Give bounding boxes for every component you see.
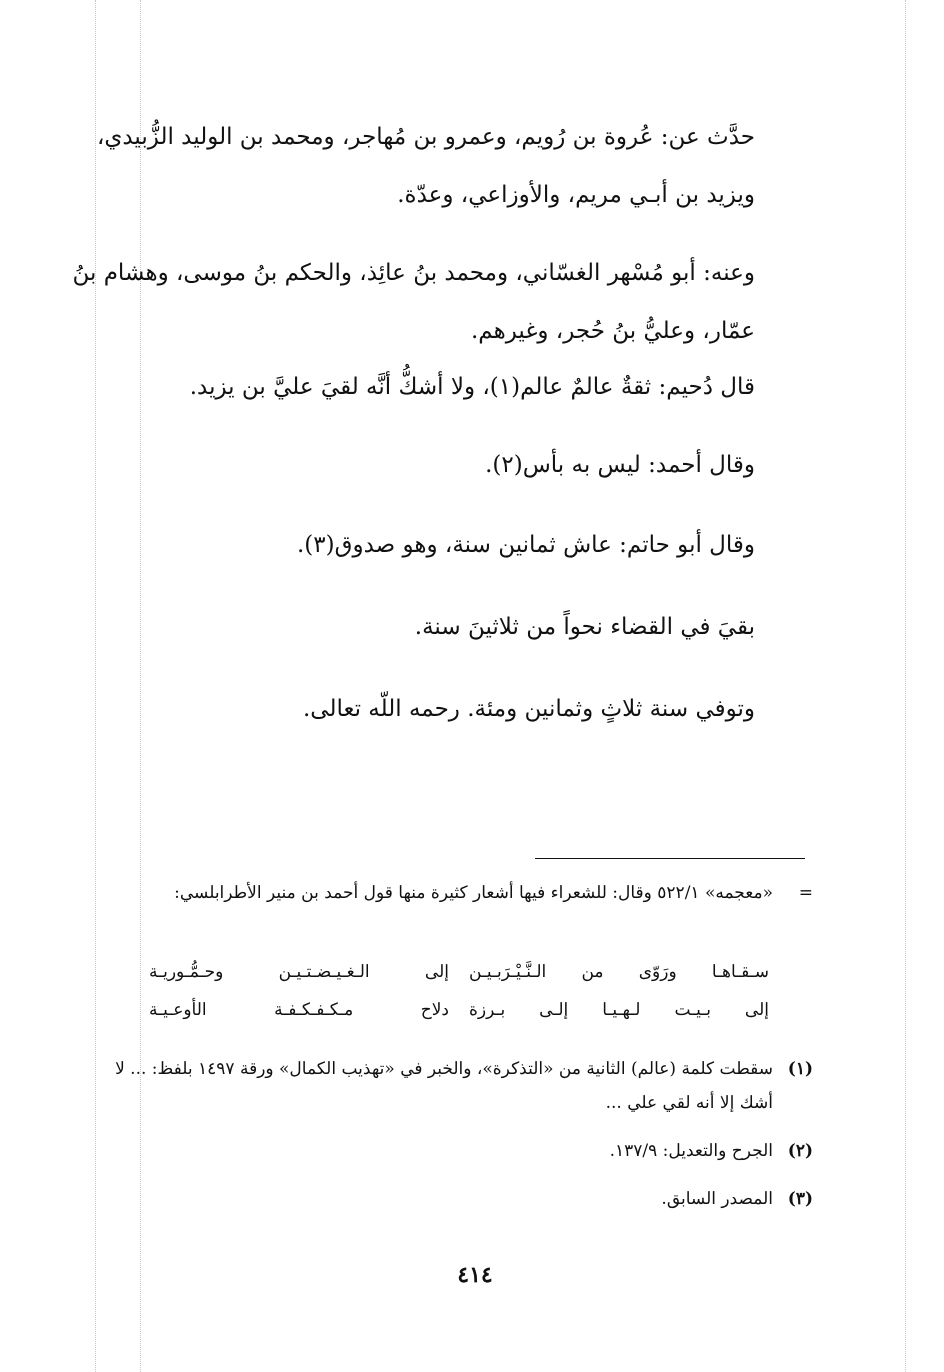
paragraph-abu-hatim-quote: وقال أبو حاتم: عاش ثمانين سنة، وهو صدوق(٣).: [297, 532, 755, 558]
paragraph-narrators-from-him: وعنه: أبو مُسْهر الغسّاني، ومحمد بنُ عائِذ، والحكم بنُ موسى، وهشام بنُ عمّار، وعليُّ بنُ حُجر، وغيرهم.: [72, 260, 755, 344]
footnote-number: (٢): [787, 1141, 813, 1161]
paragraph-ahmad-quote: وقال أحمد: ليس به بأس(٢).: [485, 452, 755, 478]
verse-hemistich-left: دلاح مـكـفـكـفـة الأوعـيـة: [149, 1000, 449, 1020]
paragraph-narrated-from: حدَّث عن: عُروة بن رُويم، وعمرو بن مُهاجر، ومحمد بن الوليد الزُّبيدي، ويزيد بن أبـي مريم، والأوزاعي، وعدّة.: [96, 124, 755, 208]
footnote-text: المصدر السابق.: [661, 1189, 773, 1209]
footnote-2: [108, 1134, 813, 1168]
page-number: ٤١٤: [457, 1262, 493, 1288]
footnote-continuation: [108, 876, 813, 910]
verse-line: [149, 962, 769, 982]
footnote-number: (١): [787, 1059, 813, 1079]
paragraph-judiciary: بقيَ في القضاء نحواً من ثلاثينَ سنة.: [414, 614, 755, 640]
paragraph-death: وتوفي سنة ثلاثٍ وثمانين ومئة. رحمه اللّه تعالى.: [302, 696, 755, 722]
footnote-3: [108, 1182, 813, 1216]
verse-hemistich-right: سـقـاهـا ورَوّى من الـنَّـيْـرَبـيـن: [469, 962, 769, 982]
footnote-1: [108, 1052, 813, 1120]
verse-line: [149, 1000, 769, 1020]
continuation-marker: =: [798, 883, 813, 903]
verse-hemistich-right: إلى بـيـت لـهـيـا إلـى بـرزة: [469, 1000, 769, 1020]
footnote-number: (٣): [787, 1189, 813, 1209]
paragraph-duhaym-quote: قال دُحيم: ثقةٌ عالمٌ عالم(١)، ولا أشكُّ أنَّه لقيَ عليَّ بن يزيد.: [189, 374, 755, 400]
verse-hemistich-left: إلى الـغـيـضـتـيـن وحـمُّـوريـة: [149, 962, 449, 982]
footnote-text: سقطت كلمة (عالم) الثانية من «التذكرة»، والخبر في «تهذيب الكمال» ورقة ١٤٩٧ بلفظ: ... لا أشك إلا أنه لقي علي ...: [115, 1059, 773, 1113]
footnote-text: الجرح والتعديل: ١٣٧/٩.: [609, 1141, 773, 1161]
scan-guide-line: [905, 0, 906, 1372]
continuation-text: «معجمه» ٥٢٢/١ وقال: للشعراء فيها أشعار كثيرة منها قول أحمد بن منير الأطرابلسي:: [174, 883, 773, 903]
footnote-separator: [535, 858, 805, 859]
